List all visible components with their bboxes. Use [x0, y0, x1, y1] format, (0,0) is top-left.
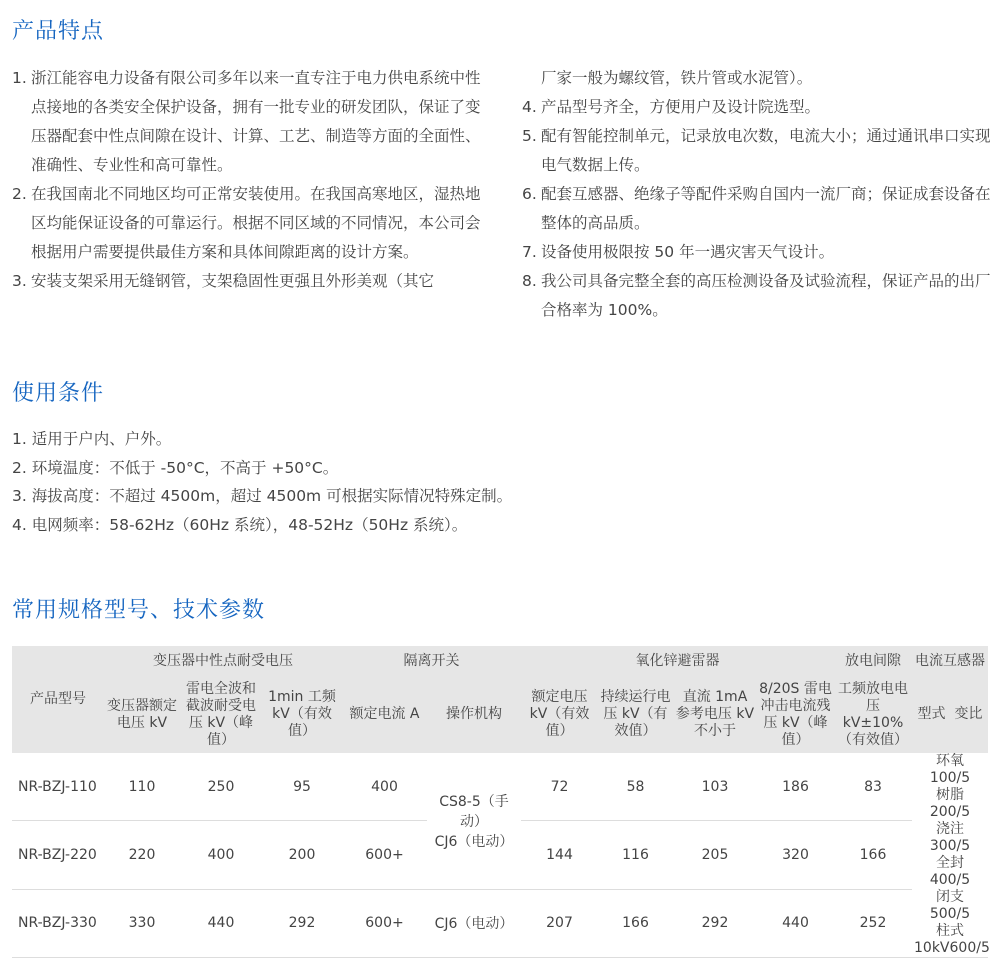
header-arrester-rated: 额定电压 kV（有效值）	[521, 676, 598, 753]
cell-rated-current: 600+	[342, 889, 427, 957]
condition-item: 4. 电网频率：58-62Hz（60Hz 系统），48-52Hz（50Hz 系统）。	[12, 515, 468, 534]
header-ct-type-ratio	[912, 676, 988, 753]
cell-arrester-residual: 186	[757, 753, 834, 821]
header-power-frequency: 1min 工频 kV（有效值）	[262, 676, 342, 753]
cell-arrester-rated: 144	[521, 821, 598, 889]
feature-item: 2. 在我国南北不同地区均可正常安装使用。在我国高寒地区，湿热地区均能保证设备的可靠运行。根据不同区域的不同情况，本公司会根据用户需要提供最佳方案和具体间隙距离的设计方案。	[12, 185, 481, 261]
header-mechanism: 操作机构	[427, 676, 521, 753]
header-group-ct: 电流互感器	[912, 646, 988, 676]
cell-arrester-rated: 72	[521, 753, 598, 821]
header-arrester-residual: 8/20S 雷电冲击电流残压 kV（峰值）	[757, 676, 834, 753]
cell-lightning: 250	[180, 753, 262, 821]
cell-gap-freq: 166	[834, 821, 912, 889]
feature-item-continued: 厂家一般为螺纹管，铁片管或水泥管）。	[541, 69, 813, 87]
cell-arrester-residual: 320	[757, 821, 834, 889]
header-rated-voltage: 变压器额定电压 kV	[104, 676, 180, 753]
header-model: 产品型号	[12, 646, 104, 753]
header-group-arrester: 氧化锌避雷器	[521, 646, 834, 676]
condition-item: 1. 适用于户内、户外。	[12, 430, 172, 448]
condition-item: 3. 海拔高度：不超过 4500m，超过 4500m 可根据实际情况特殊定制。	[12, 487, 513, 505]
ct-line: 柱式	[936, 923, 964, 939]
ct-line: 全封 400/5	[929, 855, 971, 888]
cell-mechanism-merged	[427, 753, 521, 889]
cell-model: NR-BZJ-110	[12, 753, 104, 821]
cell-rated-voltage: 220	[104, 821, 180, 889]
header-ct-ratio: 变比	[954, 706, 983, 722]
conditions-list	[12, 425, 712, 539]
condition-item: 2. 环境温度：不低于 -50°C，不高于 +50°C。	[12, 458, 339, 477]
cell-lightning: 400	[180, 821, 262, 889]
cell-arrester-residual: 440	[757, 889, 834, 957]
header-gap-frequency: 工频放电电压 kV±10%（有效值）	[834, 676, 912, 753]
table-row	[12, 753, 988, 821]
cell-power-freq: 292	[262, 889, 342, 957]
mechanism-line: CS8-5（手动）	[439, 793, 509, 830]
cell-power-freq: 200	[262, 821, 342, 889]
header-group-gap: 放电间隙	[834, 646, 912, 676]
cell-arrester-rated: 207	[521, 889, 598, 957]
cell-arrester-dc: 292	[673, 889, 757, 957]
cell-gap-freq: 83	[834, 753, 912, 821]
feature-item: 8. 我公司具备完整全套的高压检测设备及试验流程，保证产品的出厂合格率为 100%。	[522, 272, 991, 319]
cell-arrester-continuous: 166	[598, 889, 673, 957]
spec-table	[12, 646, 988, 958]
cell-model: NR-BZJ-220	[12, 821, 104, 889]
features-column-left	[12, 64, 482, 296]
features-list	[12, 64, 992, 324]
header-group-isolator: 隔离开关	[342, 646, 521, 676]
feature-item: 4. 产品型号齐全，方便用户及设计院选型。	[522, 98, 821, 116]
cell-rated-current: 400	[342, 753, 427, 821]
mechanism-line: CJ6（电动）	[434, 833, 514, 850]
feature-item: 7. 设备使用极限按 50 年一遇灾害天气设计。	[522, 243, 835, 261]
features-column-right	[522, 64, 992, 325]
features-title: 产品特点	[12, 19, 105, 44]
ct-line: 闭支 500/5	[929, 889, 971, 922]
cell-rated-voltage: 330	[104, 889, 180, 957]
cell-gap-freq: 252	[834, 889, 912, 957]
feature-item: 1. 浙江能容电力设备有限公司多年以来一直专注于电力供电系统中性点接地的各类安全保护设备，拥有一批专业的研发团队，保证了变压器配套中性点间隙在设计、计算、工艺、制造等方面的全面性、准确性、专业性和高可靠性。	[12, 69, 481, 174]
header-rated-current: 额定电流 A	[342, 676, 427, 753]
cell-power-freq: 95	[262, 753, 342, 821]
ct-line: 浇注 300/5	[929, 821, 971, 854]
cell-arrester-dc: 103	[673, 753, 757, 821]
cell-arrester-dc: 205	[673, 821, 757, 889]
cell-lightning: 440	[180, 889, 262, 957]
cell-rated-voltage: 110	[104, 753, 180, 821]
ct-line: 环氧 100/5	[929, 753, 971, 786]
cell-ct-merged	[912, 753, 988, 958]
cell-mechanism: CJ6（电动）	[427, 889, 521, 957]
header-arrester-dc: 直流 1mA 参考电压 kV 不小于	[673, 676, 757, 753]
feature-item: 3. 安装支架采用无缝钢管，支架稳固性更强且外形美观（其它	[12, 272, 435, 290]
conditions-title: 使用条件	[12, 381, 105, 406]
header-ct-type: 型式	[917, 706, 946, 722]
ct-line: 树脂 200/5	[929, 787, 971, 820]
table-row	[12, 889, 988, 957]
header-arrester-continuous: 持续运行电压 kV（有效值）	[598, 676, 673, 753]
feature-item: 5. 配有智能控制单元，记录放电次数，电流大小；通过通讯串口实现电气数据上传。	[522, 127, 991, 174]
feature-item: 6. 配套互感器、绝缘子等配件采购自国内一流厂商；保证成套设备在整体的高品质。	[522, 185, 991, 232]
header-group-transformer: 变压器中性点耐受电压	[104, 646, 342, 676]
ct-line: 10kV600/5	[914, 940, 990, 956]
specs-title: 常用规格型号、技术参数	[12, 598, 266, 623]
header-lightning-withstand: 雷电全波和截波耐受电压 kV（峰值）	[180, 676, 262, 753]
cell-rated-current: 600+	[342, 821, 427, 889]
cell-arrester-continuous: 116	[598, 821, 673, 889]
cell-arrester-continuous: 58	[598, 753, 673, 821]
cell-model: NR-BZJ-330	[12, 889, 104, 957]
